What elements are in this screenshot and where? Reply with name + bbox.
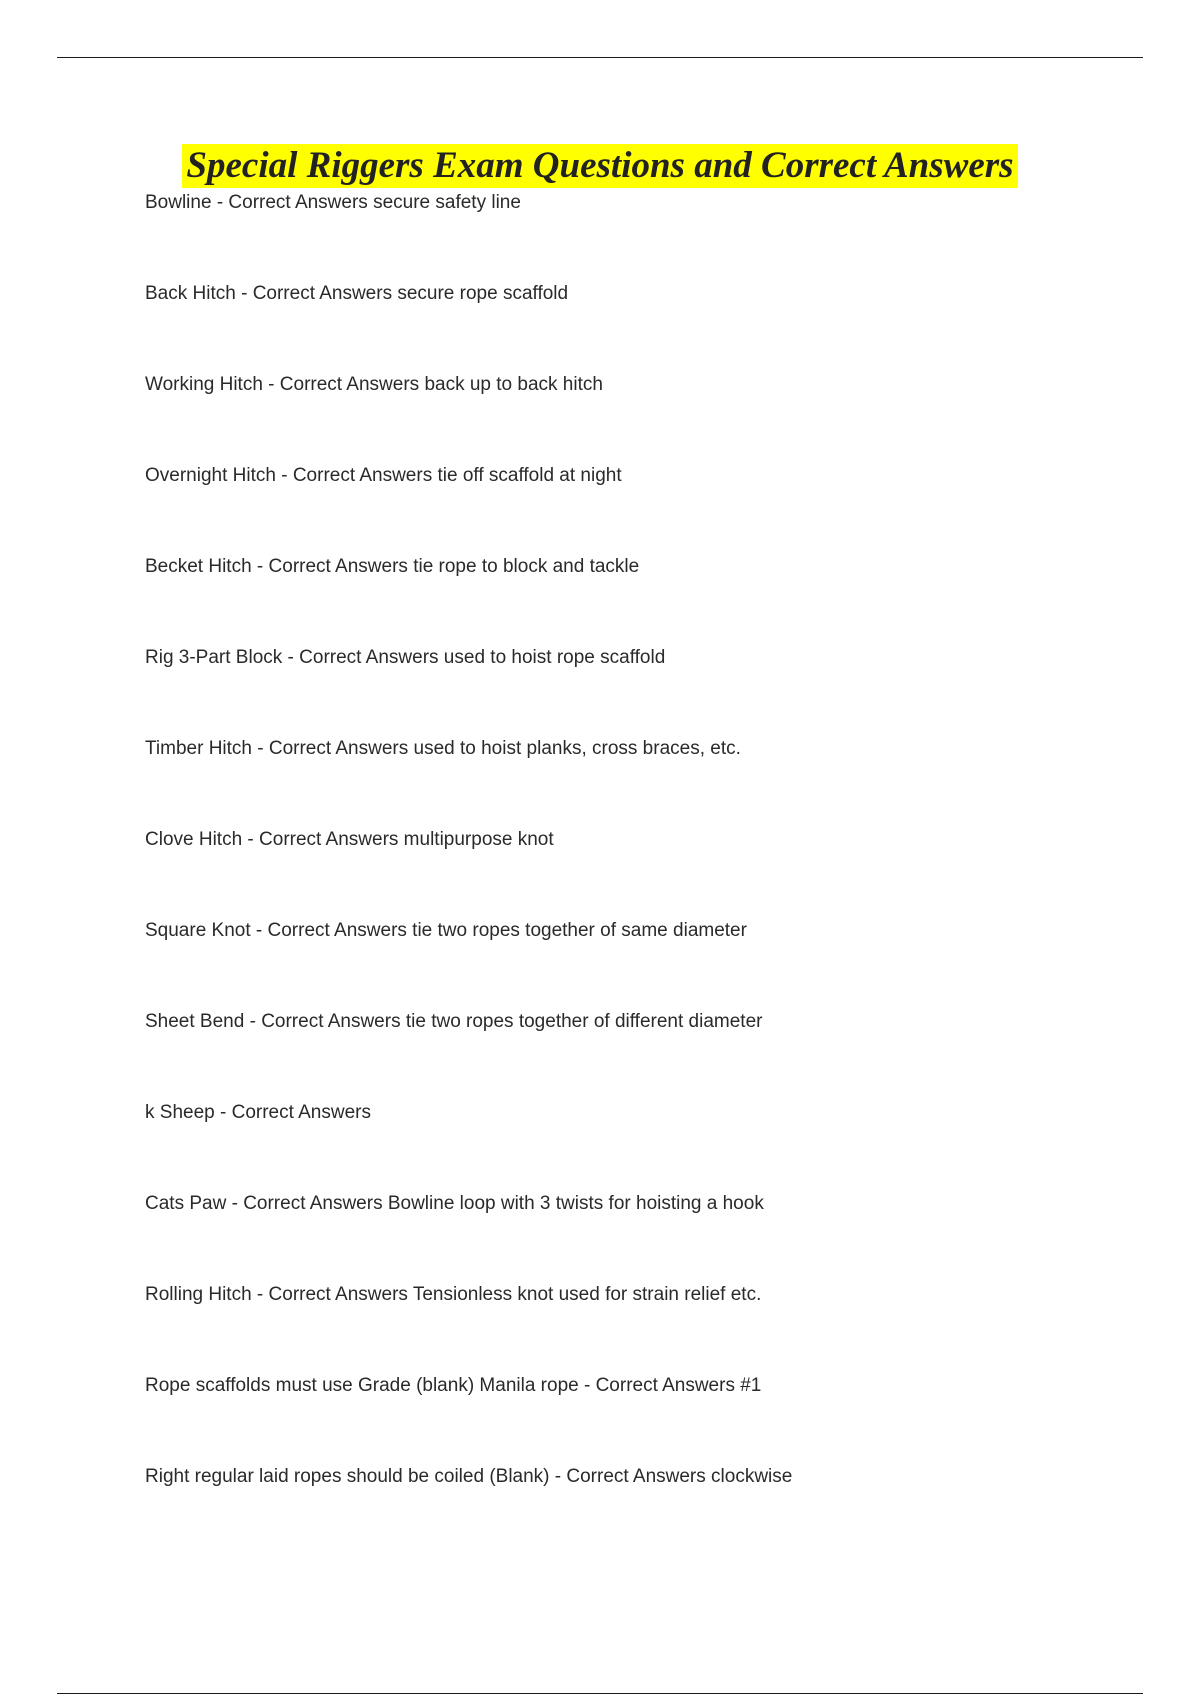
qa-item: Sheet Bend - Correct Answers tie two ropes together of different diameter <box>145 1011 763 1032</box>
qa-item: Right regular laid ropes should be coiled (Blank) - Correct Answers clockwise <box>145 1466 793 1487</box>
bottom-page-rule <box>57 1693 1143 1694</box>
qa-item: Rope scaffolds must use Grade (blank) Manila rope - Correct Answers #1 <box>145 1375 762 1396</box>
qa-item: Timber Hitch - Correct Answers used to hoist planks, cross braces, etc. <box>145 738 741 759</box>
qa-item: Overnight Hitch - Correct Answers tie off scaffold at night <box>145 465 622 486</box>
qa-item: Rig 3-Part Block - Correct Answers used to hoist rope scaffold <box>145 647 666 668</box>
qa-item: Bowline - Correct Answers secure safety line <box>145 192 521 213</box>
qa-item: Back Hitch - Correct Answers secure rope scaffold <box>145 283 569 304</box>
document-title: Special Riggers Exam Questions and Correct Answers <box>182 144 1017 188</box>
question-answer-list <box>145 188 1145 1553</box>
qa-item: Becket Hitch - Correct Answers tie rope to block and tackle <box>145 556 640 577</box>
title-container <box>0 144 1200 188</box>
top-page-rule <box>57 57 1143 58</box>
qa-item: Cats Paw - Correct Answers Bowline loop with 3 twists for hoisting a hook <box>145 1193 764 1214</box>
qa-item: k Sheep - Correct Answers <box>145 1102 371 1123</box>
qa-item: Working Hitch - Correct Answers back up to back hitch <box>145 374 603 395</box>
qa-item: Square Knot - Correct Answers tie two ropes together of same diameter <box>145 920 747 941</box>
qa-item: Clove Hitch - Correct Answers multipurpose knot <box>145 829 554 850</box>
qa-item: Rolling Hitch - Correct Answers Tensionless knot used for strain relief etc. <box>145 1284 762 1305</box>
